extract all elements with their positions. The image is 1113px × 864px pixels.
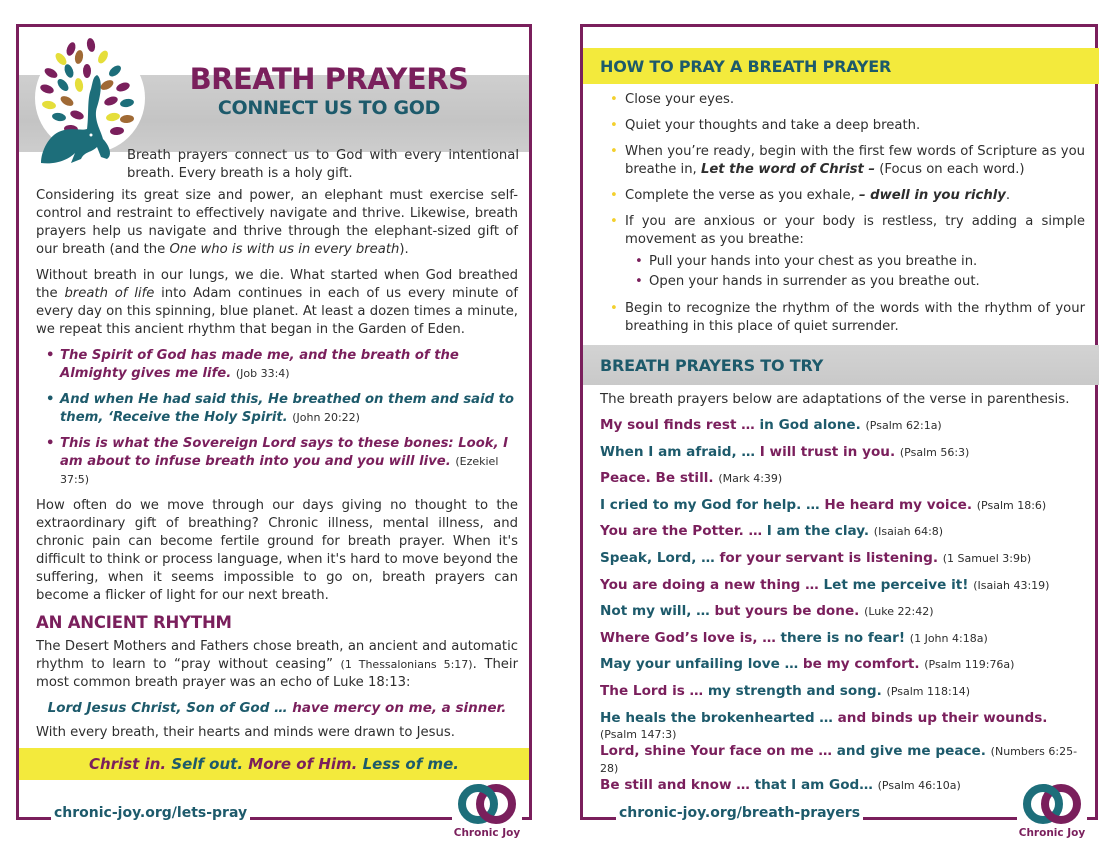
brand-name: Chronic Joy: [453, 827, 521, 839]
paragraph-elephant: [36, 187, 518, 259]
paragraph-desert: [36, 638, 518, 692]
text: When you’re ready, begin with the first few words of Scripture as you breathe in,: [625, 144, 1085, 177]
footer-link-breath-prayers[interactable]: chronic-joy.org/breath-prayers: [616, 805, 863, 821]
motto-part: Less of me.: [357, 755, 459, 773]
text: (Focus on each word.): [875, 162, 1025, 177]
prayer-inhale: You are the Potter. …: [600, 523, 763, 540]
paragraph-chronic: How often do we move through our days giving no thought to the extraordinary gift of breathing? Chronic illness, mental illness, and chronic pain can become fertile ground for breath prayer. When it's difficult to think or process language, when it's hard to move beyond the suffering, when it seems impossible to go on, breath prayers can become a flicker of light for our next breath.: [36, 498, 518, 603]
step-item: [607, 187, 1085, 205]
text: If you are anxious or your body is restless, try adding a simple movement as you breathe:: [625, 214, 1085, 247]
prayer-ref: (Isaiah 43:19): [973, 578, 1050, 592]
section-heading-prayers-to-try: BREATH PRAYERS TO TRY: [583, 345, 1099, 385]
text: .: [1005, 188, 1011, 203]
prayer-exhale: and give me peace.: [832, 742, 986, 759]
prayer-ref: (Luke 22:42): [864, 605, 934, 619]
prayer-ref: (Psalm 62:1a): [865, 419, 942, 432]
prayer-inhale: Speak, Lord, …: [600, 549, 715, 566]
prayer-item: [600, 683, 1084, 710]
prayer-item: [600, 777, 1084, 804]
text: ).: [399, 242, 409, 257]
jesus-prayer: [36, 700, 518, 716]
intro-text: Breath prayers connect us to God with every intentional breath. Every breath is a holy gift.: [127, 148, 519, 181]
interlocking-rings-icon: [455, 783, 519, 825]
prayer-ref: (Numbers 6:25-28): [600, 744, 1078, 775]
paragraph-closing: With every breath, their hearts and minds were drawn to Jesus.: [36, 725, 455, 740]
prayer-item: [600, 470, 1084, 497]
quote-item: [36, 391, 518, 427]
prayer-inhale: Not my will, …: [600, 603, 710, 620]
prayer-inhale: May your unfailing love …: [600, 656, 799, 673]
text: Considering its great size and power, an elephant must exercise self-control and restraint to effectively navigate and thrive. Likewise, breath prayers help us navigate and thrive through the elephant-sized gift of our breath (and the: [36, 188, 518, 257]
prayer-ref: (Psalm 46:10a): [877, 778, 961, 792]
prayer-item: [600, 656, 1084, 683]
prayer-exhale: I will trust in you.: [755, 443, 896, 460]
chronic-joy-logo: [1017, 783, 1087, 839]
how-to-steps: [607, 91, 1085, 344]
brand-name: Chronic Joy: [1018, 827, 1086, 839]
prayer-item: [600, 577, 1084, 604]
page-subtitle: CONNECT US TO GOD: [217, 97, 441, 119]
motto-part: Self out.: [166, 755, 244, 773]
step-item: [607, 213, 1085, 292]
interlocking-rings-icon: [1020, 783, 1084, 825]
prayer-exhale: my strength and song.: [703, 682, 882, 699]
prayer-inhale: My soul finds rest …: [600, 417, 755, 433]
prayer-list: [600, 417, 1084, 803]
prayer-exhale: there is no fear!: [775, 629, 906, 646]
ellipsis: …: [269, 700, 293, 716]
quote-text: This is what the Sovereign Lord says to these bones: Look, I am about to infuse breath into you and you will live.: [60, 436, 509, 469]
section-heading-how-to-pray: HOW TO PRAY A BREATH PRAYER: [583, 48, 1099, 84]
prayer-item: [600, 710, 1084, 743]
text: Complete the verse as you exhale,: [625, 188, 859, 203]
prayer-inhale: He heals the brokenhearted …: [600, 709, 833, 726]
prayer-item: [600, 550, 1084, 577]
left-body: [36, 187, 518, 750]
step-item: • Begin to recognize the rhythm of the words with the rhythm of your breathing in this place of quiet surrender.: [607, 300, 1085, 336]
prayer-ref: (1 Samuel 3:9b): [942, 551, 1032, 565]
emphasis: One who is with us in every breath: [169, 242, 400, 257]
text: The Desert Mothers and Fathers chose breath, an ancient and automatic rhythm to learn to “pray without ceasing”: [36, 639, 518, 672]
scripture-quotes: [36, 347, 518, 489]
quote-ref: (Ezekiel 37:5): [60, 455, 499, 486]
prayer-exhale: I am the clay.: [762, 523, 870, 540]
prayer-inhale: When I am afraid, …: [600, 443, 756, 460]
prayer-item: [600, 523, 1084, 550]
prayer-ref: (Psalm 56:3): [899, 445, 970, 459]
left-page: [16, 24, 532, 839]
prayer-exhale: that I am God…: [749, 776, 873, 793]
prayer-item: [600, 417, 1084, 444]
motto-part: Christ in.: [89, 755, 167, 773]
prayer-item: [600, 603, 1084, 630]
prayer-inhale: You are doing a new thing …: [600, 576, 819, 593]
prayer-inhale: Where God’s love is, …: [600, 629, 776, 646]
prayer-item: [600, 630, 1084, 657]
prayer-inhale: Lord, shine Your face on me …: [600, 742, 832, 759]
prayer-exhale: Let me perceive it!: [818, 576, 969, 593]
footer-link-lets-pray[interactable]: chronic-joy.org/lets-pray: [51, 805, 250, 821]
prayer-ref: (Psalm 147:3): [600, 727, 677, 741]
prayer-ref: (Isaiah 64:8): [873, 525, 944, 539]
prayer-inhale: The Lord is …: [600, 682, 704, 699]
prayer-item: [600, 444, 1084, 471]
emphasis: Let the word of Christ –: [700, 162, 876, 177]
substep-item: • Open your hands in surrender as you breathe out.: [625, 272, 1085, 292]
prayer-ref: (1 John 4:18a): [909, 631, 988, 645]
page-title: BREATH PRAYERS: [189, 62, 469, 96]
quote-text: The Spirit of God has made me, and the breath of the Almighty gives me life.: [60, 348, 459, 381]
emphasis: breath of life: [64, 286, 155, 301]
quote-text: And when He had said this, He breathed on them and said to them, ‘Receive the Holy Spirit.: [60, 392, 514, 425]
step-item: • Close your eyes.: [607, 91, 1085, 109]
paragraph-breath: [36, 267, 518, 339]
prayer-inhale: Peace. Be still.: [600, 470, 714, 487]
prayer-exhale: He heard my voice.: [819, 496, 973, 513]
section-heading-ancient-rhythm: AN ANCIENT RHYTHM: [36, 613, 232, 632]
movement-substeps: [625, 252, 1085, 292]
quote-item: [36, 347, 518, 383]
chronic-joy-logo: [452, 783, 522, 839]
text: . Their most common breath prayer was an echo of Luke 18:13:: [36, 657, 518, 690]
prayer-ref: (Psalm 119:76a): [924, 658, 1015, 672]
prayer-exhale: be my comfort.: [798, 656, 920, 673]
prayer-part-2: have mercy on me, a sinner.: [292, 700, 507, 716]
text: into Adam continues in each of us every minute of every day on this spinning, blue planet. At least a dozen times a minute, we repeat this ancient rhythm that began in the Garden of Eden.: [36, 286, 518, 337]
prayer-item: [600, 743, 1084, 777]
prayer-ref: (Psalm 18:6): [976, 498, 1047, 512]
prayer-exhale: in God alone.: [754, 417, 861, 433]
prayers-intro: The breath prayers below are adaptations of the verse in parenthesis.: [600, 392, 1070, 407]
prayer-exhale: but yours be done.: [709, 603, 860, 620]
prayer-inhale: Be still and know …: [600, 776, 750, 793]
prayer-exhale: and binds up their wounds.: [832, 709, 1048, 726]
prayer-part-1: Lord Jesus Christ, Son of God: [47, 700, 270, 716]
prayer-exhale: for your servant is listening.: [714, 549, 938, 566]
quote-item: [36, 435, 518, 489]
emphasis: – dwell in you richly: [858, 188, 1006, 203]
verse-ref: (1 Thessalonians 5:17): [340, 658, 473, 671]
text: Without breath in our lungs, we die. What started when God breathed the: [36, 268, 518, 301]
substep-item: • Pull your hands into your chest as you breathe in.: [625, 252, 1085, 272]
motto-banner: [19, 748, 529, 780]
quote-ref: (Job 33:4): [235, 367, 290, 380]
quote-ref: (John 20:22): [292, 411, 360, 424]
prayer-ref: (Psalm 118:14): [886, 684, 970, 698]
prayer-ref: (Mark 4:39): [718, 472, 783, 486]
step-item: • Quiet your thoughts and take a deep breath.: [607, 117, 1085, 135]
prayer-item: [600, 497, 1084, 524]
step-item: [607, 143, 1085, 179]
right-page: [580, 24, 1098, 839]
prayer-inhale: I cried to my God for help. …: [600, 496, 820, 513]
motto-part: More of Him.: [243, 755, 358, 773]
